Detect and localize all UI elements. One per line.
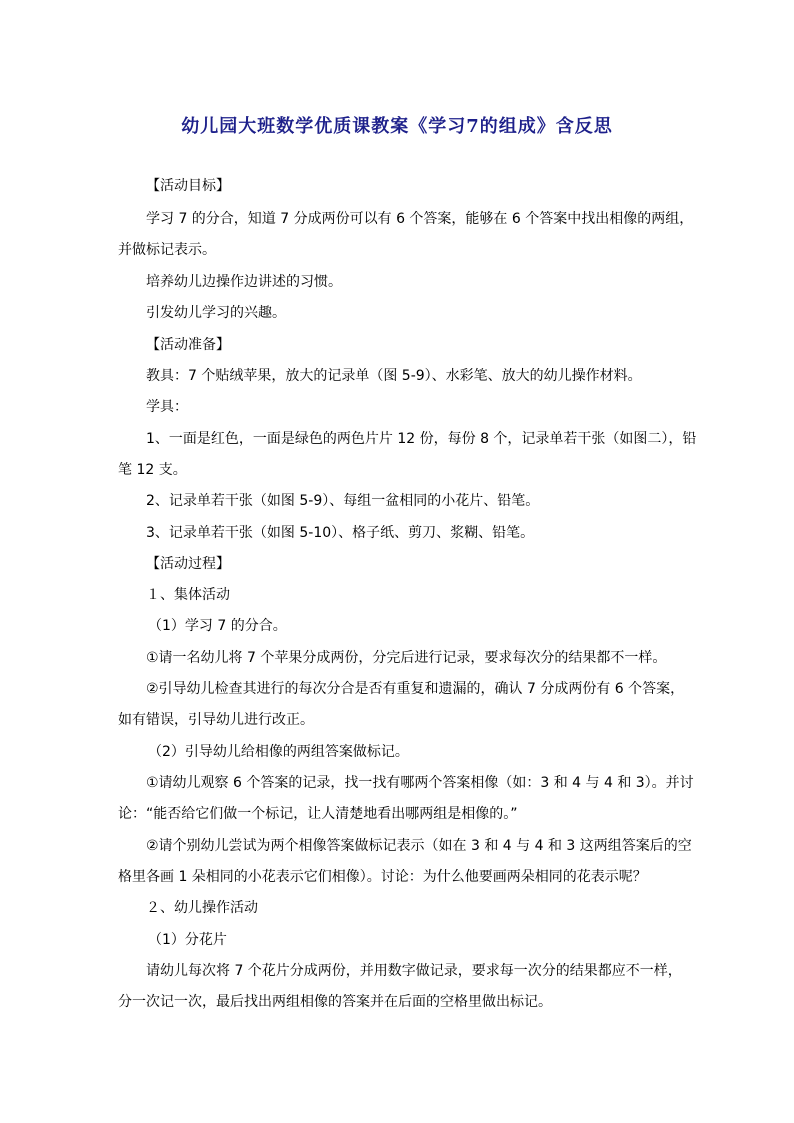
paragraph-line: 2、记录单若干张（如图 5-9）、每组一盆相同的小花片、铅笔。 bbox=[146, 493, 540, 509]
section-heading-process: 【活动过程】 bbox=[146, 556, 230, 572]
paragraph-line: 请幼儿每次将 7 个花片分成两份，并用数字做记录，要求每一次分的结果都应不一样， bbox=[146, 963, 682, 979]
paragraph-line: ②请个别幼儿尝试为两个相像答案做标记表示（如在 3 和 4 与 4 和 3 这两组答案后的空 bbox=[146, 838, 692, 854]
paragraph-line: 并做标记表示。 bbox=[118, 242, 216, 258]
subheading: （1）分花片 bbox=[148, 932, 227, 948]
paragraph-line: 如有错误，引导幼儿进行改正。 bbox=[118, 712, 314, 728]
paragraph-line: 3、记录单若干张（如图 5-10）、格子纸、剪刀、浆糊、铅笔。 bbox=[146, 525, 535, 541]
paragraph-line: 教具：7 个贴绒苹果，放大的记录单（图 5-9）、水彩笔、放大的幼儿操作材料。 bbox=[146, 368, 642, 384]
subheading: （2）引导幼儿给相像的两组答案做标记。 bbox=[148, 744, 409, 760]
paragraph-line: 论：“能否给它们做一个标记，让人清楚地看出哪两组是相像的。” bbox=[118, 806, 518, 822]
subheading: （1）学习 7 的分合。 bbox=[148, 618, 287, 634]
paragraph-line: ①请幼儿观察 6 个答案的记录，找一找有哪两个答案相像（如：3 和 4 与 4 和 3）。并讨 bbox=[146, 775, 694, 791]
paragraph-line: 笔 12 支。 bbox=[118, 462, 187, 478]
paragraph-line: 学具： bbox=[146, 399, 188, 415]
section-heading-preparation: 【活动准备】 bbox=[146, 337, 230, 353]
paragraph-line: 分一次记一次，最后找出两组相像的答案并在后面的空格里做出标记。 bbox=[118, 994, 552, 1010]
paragraph-line: 培养幼儿边操作边讲述的习惯。 bbox=[146, 274, 342, 290]
subheading: １、集体活动 bbox=[146, 587, 230, 603]
document-title: 幼儿园大班数学优质课教案《学习7的组成》含反思 bbox=[181, 116, 613, 137]
paragraph-line: ①请一名幼儿将 7 个苹果分成两份，分完后进行记录，要求每次分的结果都不一样。 bbox=[146, 650, 667, 666]
subheading: ２、幼儿操作活动 bbox=[146, 900, 258, 916]
paragraph-line: 1、一面是红色，一面是绿色的两色片片 12 份，每份 8 个，记录单若干张（如图二），铅 bbox=[146, 431, 697, 447]
paragraph-line: 格里各画 1 朵相同的小花表示它们相像）。讨论：为什么他要画两朵相同的花表示呢？ bbox=[118, 869, 647, 885]
section-heading-goals: 【活动目标】 bbox=[146, 178, 230, 194]
paragraph-line: 引发幼儿学习的兴趣。 bbox=[146, 305, 286, 321]
paragraph-line: ②引导幼儿检查其进行的每次分合是否有重复和遗漏的，确认 7 分成两份有 6 个答案， bbox=[146, 681, 685, 697]
paragraph-line: 学习 7 的分合，知道 7 分成两份可以有 6 个答案，能够在 6 个答案中找出相像的两组， bbox=[146, 211, 694, 227]
